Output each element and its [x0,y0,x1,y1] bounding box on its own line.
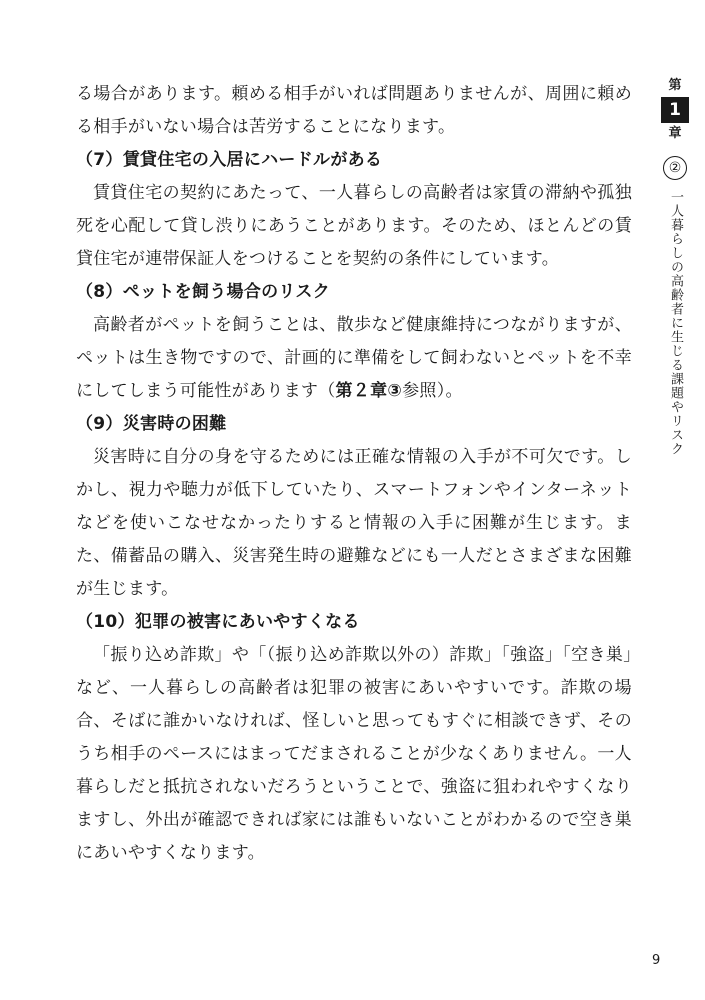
section-number: ② [663,156,687,180]
paragraph-continued: る場合があります。頼める相手がいれば問題ありませんが、周囲に頼める相手がいない場合は苦労することになります。 [76,84,632,137]
chapter-suffix: 章 [668,126,682,141]
paragraph-8-tail: 参照）。 [402,381,463,401]
chapter-prefix: 第 [668,78,682,93]
heading-10: （10）犯罪の被害にあいやすくなる [76,612,360,632]
chapter-sidebar [658,78,692,456]
chapter-number-badge: 1 [661,97,689,123]
paragraph-8-text: 高齢者がペットを飼うことは、散歩など健康維持につながりますが、ペットは生き物ですので、計画的に準備をして飼わないとペットを不幸にしてしまう可能性があります（ [76,315,632,401]
body-text [76,78,632,870]
paragraph-10: 「振り込め詐欺」や「（振り込め詐欺以外の）詐欺」「強盗」「空き巣」など、一人暮らしの高齢者は犯罪の被害にあいやすいです。詐欺の場合、そばに誰かいなければ、怪しいと思ってもすぐに相談できず、そのうち相手のペースにはまってだまされることが少なくありません。一人暮らしだと抵抗されないだろうということで、強盗に狙われやすくなりますし、外出が確認できれば家には誰もいないことがわかるので空き巣にあいやすくなります。 [76,645,632,863]
paragraph-9: 災害時に自分の身を守るためには正確な情報の入手が不可欠です。しかし、視力や聴力が低下していたり、スマートフォンやインターネットなどを使いこなせなかったりすると情報の入手に困難が生じます。また、備蓄品の購入、災害発生時の避難などにも一人だとさまざまな困難が生じます。 [76,447,632,599]
heading-9: （9）災害時の困難 [76,414,227,434]
page-number: 9 [652,953,661,968]
heading-8: （8）ペットを飼う場合のリスク [76,282,330,302]
section-title: 一人暮らしの高齢者に生じる課題やリスク [668,190,683,456]
paragraph-7: 賃貸住宅の契約にあたって、一人暮らしの高齢者は家賃の滞納や孤独死を心配して貸し渋りにあうことがあります。そのため、ほとんどの賃貸住宅が連帯保証人をつけることを契約の条件にしています。 [76,183,632,269]
heading-7: （7）賃貸住宅の入居にハードルがある [76,150,383,170]
paragraph-8 [76,309,632,408]
chapter-reference: 第２章③ [335,381,403,401]
